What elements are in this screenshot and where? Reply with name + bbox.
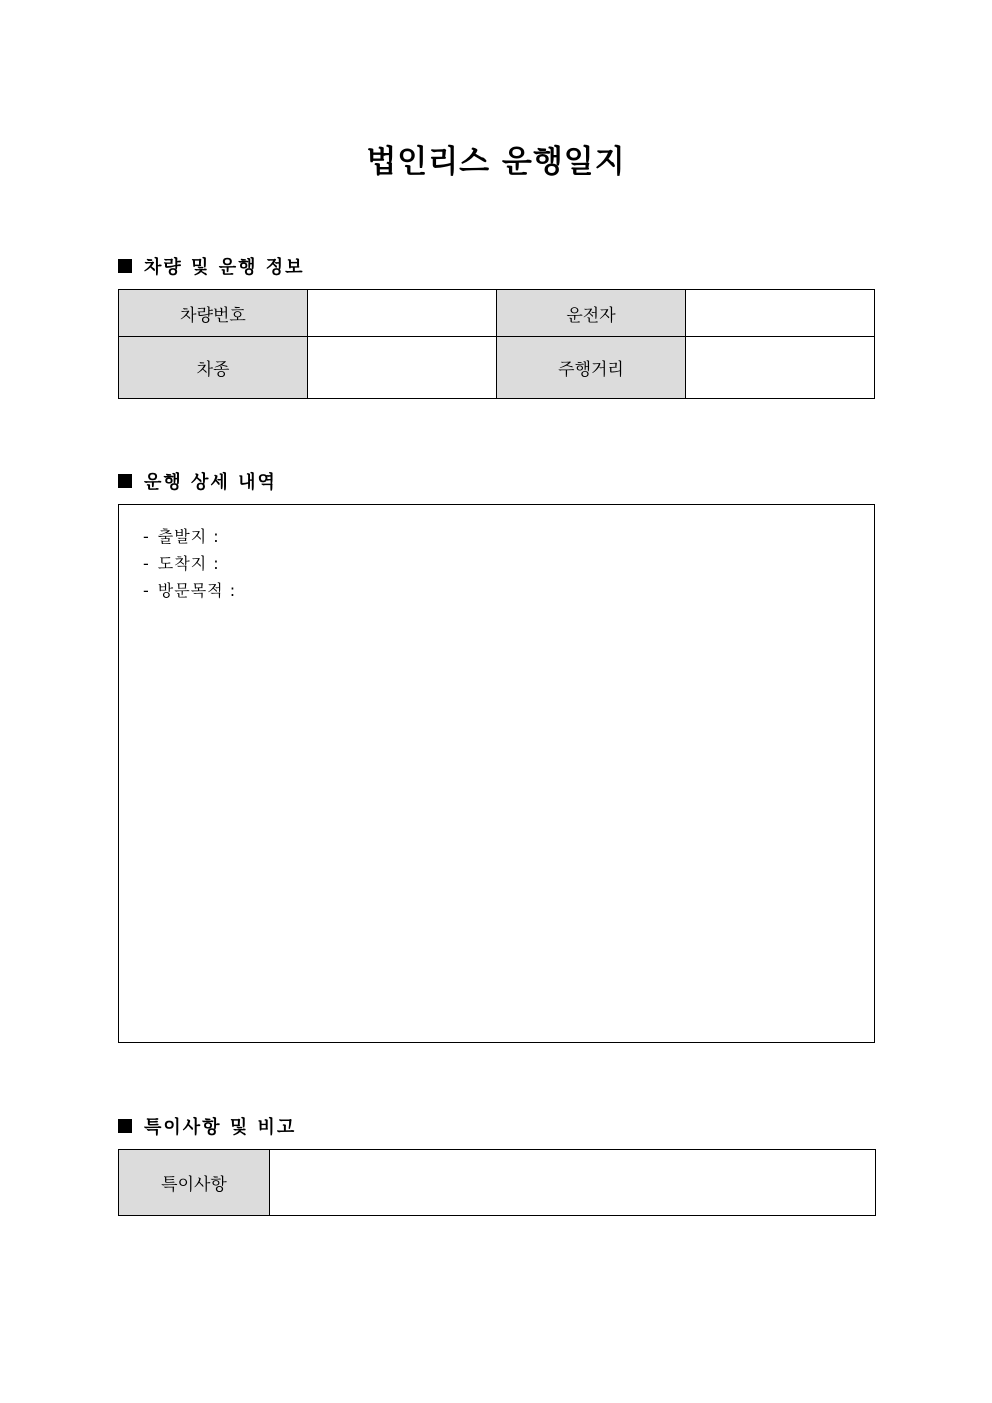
black-square-icon [118,1119,132,1133]
table-row [119,1150,876,1216]
trip-details-list [143,523,236,604]
section-heading-remarks [118,1113,296,1139]
destination-label: 도착지 : [157,554,220,573]
remarks-field[interactable] [270,1150,876,1216]
vehicle-model-field[interactable] [308,337,497,399]
section-heading-text: 차량 및 운행 정보 [144,257,305,278]
page-title: 법인리스 운행일지 [366,144,626,180]
driver-label: 운전자 [497,290,686,337]
vehicle-info-table [118,289,875,399]
remarks-label: 특이사항 [119,1150,270,1216]
list-item [143,577,236,604]
section-heading-text: 운행 상세 내역 [144,472,277,493]
vehicle-number-field[interactable] [308,290,497,337]
black-square-icon [118,259,132,273]
dash-bullet: - [143,527,150,546]
section-heading-trip-details [118,468,277,494]
list-item [143,523,236,550]
table-row [119,290,875,337]
table-row [119,337,875,399]
section-heading-text: 특이사항 및 비고 [144,1117,297,1138]
mileage-field[interactable] [686,337,875,399]
trip-details-box[interactable] [118,504,875,1043]
driver-field[interactable] [686,290,875,337]
vehicle-number-label: 차량번호 [119,290,308,337]
section-heading-vehicle-info [118,253,305,279]
dash-bullet: - [143,581,150,600]
departure-label: 출발지 : [157,527,220,546]
dash-bullet: - [143,554,150,573]
visit-purpose-label: 방문목적 : [157,581,237,600]
list-item [143,550,236,577]
remarks-table [118,1149,876,1216]
vehicle-model-label: 차종 [119,337,308,399]
mileage-label: 주행거리 [497,337,686,399]
black-square-icon [118,474,132,488]
